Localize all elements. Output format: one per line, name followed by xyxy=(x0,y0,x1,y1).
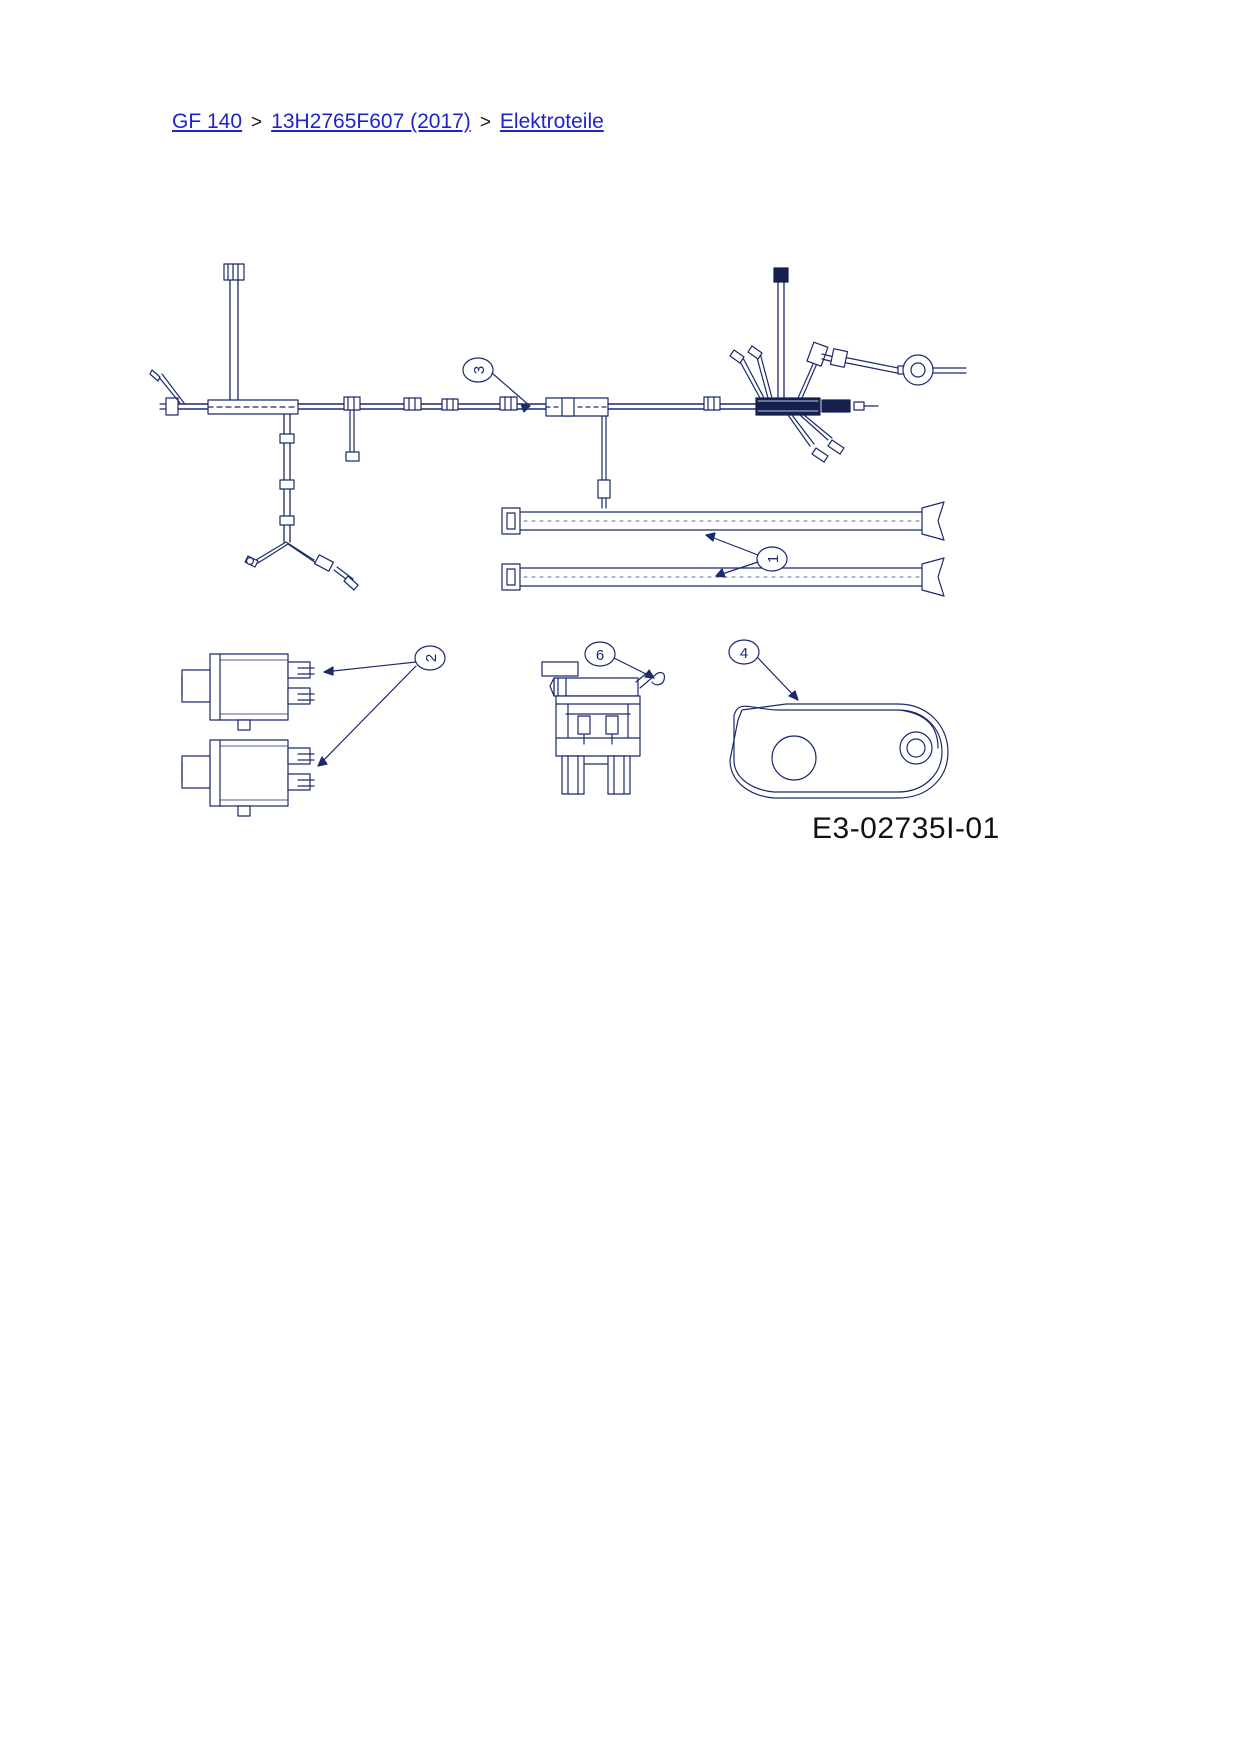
svg-text:1: 1 xyxy=(765,554,782,564)
breadcrumb xyxy=(172,108,604,137)
breadcrumb-item-serial[interactable]: 13H2765F607 (2017) xyxy=(271,110,471,133)
breadcrumb-item-model[interactable]: GF 140 xyxy=(172,110,243,133)
bracket-lever xyxy=(730,704,948,798)
callout-6 xyxy=(585,642,654,678)
svg-text:2: 2 xyxy=(423,653,440,663)
parts-diagram xyxy=(138,258,970,848)
breadcrumb-separator-1: > xyxy=(251,112,263,133)
callout-1 xyxy=(706,533,787,577)
relay-switch xyxy=(542,662,664,794)
connector-upper xyxy=(182,654,314,730)
svg-text:3: 3 xyxy=(471,365,488,375)
drawing-code: E3-02735I-01 xyxy=(812,812,1000,845)
breadcrumb-item-category[interactable]: Elektroteile xyxy=(499,110,604,133)
wiring-harness xyxy=(150,264,966,590)
svg-text:6: 6 xyxy=(595,647,605,664)
cable-tie-long-upper xyxy=(502,502,944,540)
callout-2 xyxy=(318,646,445,766)
svg-text:4: 4 xyxy=(739,645,749,662)
connector-lower xyxy=(182,740,314,816)
breadcrumb-separator-2: > xyxy=(479,112,491,133)
callout-4 xyxy=(729,640,798,700)
